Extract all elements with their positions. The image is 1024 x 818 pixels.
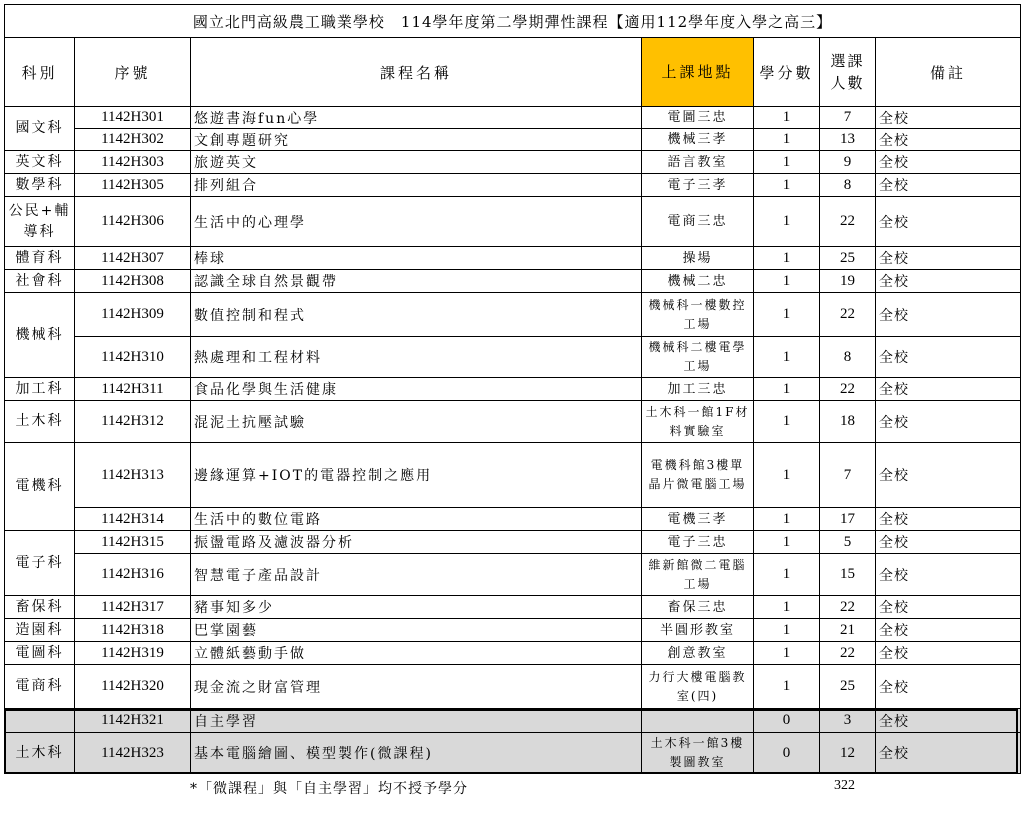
count-cell: 22	[820, 293, 876, 337]
dept-cell: 公民+輔導科	[5, 197, 75, 247]
remark-cell: 全校	[876, 443, 1021, 508]
dept-cell: 體育科	[5, 247, 75, 270]
dept-cell: 加工科	[5, 378, 75, 401]
course-name-cell: 認識全球自然景觀帶	[191, 270, 642, 293]
remark-cell: 全校	[876, 293, 1021, 337]
course-name-cell: 立體紙藝動手做	[191, 642, 642, 665]
course-name-cell: 數值控制和程式	[191, 293, 642, 337]
dept-cell: 土木科	[5, 733, 75, 774]
count-cell: 8	[820, 337, 876, 378]
table-row	[5, 554, 1021, 596]
course-name-cell: 現金流之財富管理	[191, 665, 642, 709]
dept-cell: 電商科	[5, 665, 75, 709]
remark-cell: 全校	[876, 709, 1021, 733]
code-cell: 1142H309	[75, 293, 191, 337]
table-row	[5, 531, 1021, 554]
table-row	[5, 270, 1021, 293]
code-cell: 1142H318	[75, 619, 191, 642]
location-cell: 維新館微二電腦工場	[642, 554, 754, 596]
dept-cell: 電機科	[5, 443, 75, 531]
table-row	[5, 293, 1021, 337]
remark-cell: 全校	[876, 733, 1021, 774]
count-cell: 7	[820, 107, 876, 129]
remark-cell: 全校	[876, 401, 1021, 443]
count-cell: 25	[820, 665, 876, 709]
credits-cell: 1	[754, 197, 820, 247]
code-cell: 1142H310	[75, 337, 191, 378]
location-cell: 機械科二樓電學工場	[642, 337, 754, 378]
table-row	[5, 665, 1021, 709]
course-name-cell: 豬事知多少	[191, 596, 642, 619]
table-row	[5, 174, 1021, 197]
count-cell: 8	[820, 174, 876, 197]
count-cell: 12	[820, 733, 876, 774]
location-cell: 創意教室	[642, 642, 754, 665]
remark-cell: 全校	[876, 151, 1021, 174]
credits-cell: 1	[754, 531, 820, 554]
code-cell: 1142H307	[75, 247, 191, 270]
code-cell: 1142H323	[75, 733, 191, 774]
code-cell: 1142H308	[75, 270, 191, 293]
location-cell: 電子三忠	[642, 531, 754, 554]
count-cell: 18	[820, 401, 876, 443]
table-row	[5, 508, 1021, 531]
dept-cell: 電子科	[5, 531, 75, 596]
dept-cell: 社會科	[5, 270, 75, 293]
dept-cell: 機械科	[5, 293, 75, 378]
count-cell: 5	[820, 531, 876, 554]
dept-cell	[5, 709, 75, 733]
credits-cell: 1	[754, 270, 820, 293]
footer-total: 322	[834, 777, 855, 793]
dept-cell: 國文科	[5, 107, 75, 151]
remark-cell: 全校	[876, 337, 1021, 378]
location-cell: 電圖三忠	[642, 107, 754, 129]
sheet-title: 國立北門高級農工職業學校 114學年度第二學期彈性課程【適用112學年度入學之高三】	[5, 5, 1021, 38]
credits-cell: 1	[754, 596, 820, 619]
remark-cell: 全校	[876, 107, 1021, 129]
count-cell: 22	[820, 596, 876, 619]
header-dept: 科別	[5, 38, 75, 107]
code-cell: 1142H302	[75, 129, 191, 151]
remark-cell: 全校	[876, 596, 1021, 619]
credits-cell: 1	[754, 378, 820, 401]
location-cell: 土木科一館1F材料實驗室	[642, 401, 754, 443]
course-name-cell: 振盪電路及濾波器分析	[191, 531, 642, 554]
code-cell: 1142H321	[75, 709, 191, 733]
header-credits: 學分數	[754, 38, 820, 107]
dept-cell: 造園科	[5, 619, 75, 642]
count-cell: 22	[820, 642, 876, 665]
remark-cell: 全校	[876, 508, 1021, 531]
credits-cell: 0	[754, 709, 820, 733]
code-cell: 1142H316	[75, 554, 191, 596]
location-cell: 畜保三忠	[642, 596, 754, 619]
course-name-cell: 混泥土抗壓試驗	[191, 401, 642, 443]
credits-cell: 1	[754, 642, 820, 665]
code-cell: 1142H312	[75, 401, 191, 443]
count-cell: 22	[820, 197, 876, 247]
location-cell: 電機科館3樓單晶片微電腦工場	[642, 443, 754, 508]
location-cell: 電機三孝	[642, 508, 754, 531]
course-name-cell: 智慧電子產品設計	[191, 554, 642, 596]
remark-cell: 全校	[876, 531, 1021, 554]
table-row	[5, 709, 1021, 733]
credits-cell: 1	[754, 129, 820, 151]
code-cell: 1142H303	[75, 151, 191, 174]
header-code: 序號	[75, 38, 191, 107]
course-name-cell: 旅遊英文	[191, 151, 642, 174]
course-name-cell: 巴掌園藝	[191, 619, 642, 642]
remark-cell: 全校	[876, 174, 1021, 197]
course-name-cell: 邊緣運算+IOT的電器控制之應用	[191, 443, 642, 508]
code-cell: 1142H313	[75, 443, 191, 508]
location-cell: 電子三孝	[642, 174, 754, 197]
header-enrollment: 選課人數	[820, 38, 876, 107]
credits-cell: 1	[754, 619, 820, 642]
credits-cell: 1	[754, 293, 820, 337]
count-cell: 19	[820, 270, 876, 293]
credits-cell: 1	[754, 554, 820, 596]
location-cell: 操場	[642, 247, 754, 270]
table-row	[5, 337, 1021, 378]
header-location: 上課地點	[642, 38, 754, 107]
remark-cell: 全校	[876, 554, 1021, 596]
location-cell: 土木科一館3樓製圖教室	[642, 733, 754, 774]
count-cell: 17	[820, 508, 876, 531]
course-name-cell: 熱處理和工程材料	[191, 337, 642, 378]
header-course-name: 課程名稱	[191, 38, 642, 107]
remark-cell: 全校	[876, 197, 1021, 247]
course-name-cell: 生活中的心理學	[191, 197, 642, 247]
count-cell: 15	[820, 554, 876, 596]
footer-note: *「微課程」與「自主學習」均不授予學分	[190, 780, 468, 797]
dept-cell: 土木科	[5, 401, 75, 443]
course-name-cell: 自主學習	[191, 709, 642, 733]
count-cell: 13	[820, 129, 876, 151]
location-cell: 機械二忠	[642, 270, 754, 293]
remark-cell: 全校	[876, 129, 1021, 151]
table-row	[5, 733, 1021, 774]
table-row	[5, 197, 1021, 247]
header-remarks: 備註	[876, 38, 1021, 107]
credits-cell: 1	[754, 151, 820, 174]
table-row	[5, 642, 1021, 665]
credits-cell: 1	[754, 665, 820, 709]
code-cell: 1142H320	[75, 665, 191, 709]
credits-cell: 1	[754, 247, 820, 270]
remark-cell: 全校	[876, 665, 1021, 709]
table-row	[5, 107, 1021, 129]
count-cell: 22	[820, 378, 876, 401]
course-name-cell: 基本電腦繪圖、模型製作(微課程)	[191, 733, 642, 774]
table-row	[5, 378, 1021, 401]
dept-cell: 畜保科	[5, 596, 75, 619]
count-cell: 7	[820, 443, 876, 508]
course-name-cell: 悠遊書海fun心學	[191, 107, 642, 129]
credits-cell: 1	[754, 174, 820, 197]
dept-cell: 電圖科	[5, 642, 75, 665]
count-cell: 21	[820, 619, 876, 642]
table-row	[5, 443, 1021, 508]
code-cell: 1142H301	[75, 107, 191, 129]
credits-cell: 1	[754, 508, 820, 531]
location-cell: 半圓形教室	[642, 619, 754, 642]
course-table	[4, 4, 1021, 774]
remark-cell: 全校	[876, 247, 1021, 270]
remark-cell: 全校	[876, 270, 1021, 293]
code-cell: 1142H311	[75, 378, 191, 401]
location-cell	[642, 709, 754, 733]
credits-cell: 1	[754, 337, 820, 378]
course-name-cell: 排列組合	[191, 174, 642, 197]
count-cell: 25	[820, 247, 876, 270]
location-cell: 力行大樓電腦教室(四)	[642, 665, 754, 709]
table-row	[5, 129, 1021, 151]
credits-cell: 1	[754, 107, 820, 129]
remark-cell: 全校	[876, 619, 1021, 642]
code-cell: 1142H306	[75, 197, 191, 247]
course-name-cell: 棒球	[191, 247, 642, 270]
dept-cell: 英文科	[5, 151, 75, 174]
credits-cell: 1	[754, 401, 820, 443]
course-name-cell: 食品化學與生活健康	[191, 378, 642, 401]
table-row	[5, 247, 1021, 270]
table-row	[5, 596, 1021, 619]
code-cell: 1142H317	[75, 596, 191, 619]
location-cell: 語言教室	[642, 151, 754, 174]
course-name-cell: 文創專題研究	[191, 129, 642, 151]
table-row	[5, 401, 1021, 443]
credits-cell: 1	[754, 443, 820, 508]
code-cell: 1142H314	[75, 508, 191, 531]
location-cell: 電商三忠	[642, 197, 754, 247]
location-cell: 機械科一樓數控工場	[642, 293, 754, 337]
count-cell: 3	[820, 709, 876, 733]
remark-cell: 全校	[876, 378, 1021, 401]
code-cell: 1142H319	[75, 642, 191, 665]
location-cell: 機械三孝	[642, 129, 754, 151]
code-cell: 1142H305	[75, 174, 191, 197]
code-cell: 1142H315	[75, 531, 191, 554]
location-cell: 加工三忠	[642, 378, 754, 401]
count-cell: 9	[820, 151, 876, 174]
credits-cell: 0	[754, 733, 820, 774]
table-row	[5, 619, 1021, 642]
remark-cell: 全校	[876, 642, 1021, 665]
course-name-cell: 生活中的數位電路	[191, 508, 642, 531]
table-row	[5, 151, 1021, 174]
dept-cell: 數學科	[5, 174, 75, 197]
